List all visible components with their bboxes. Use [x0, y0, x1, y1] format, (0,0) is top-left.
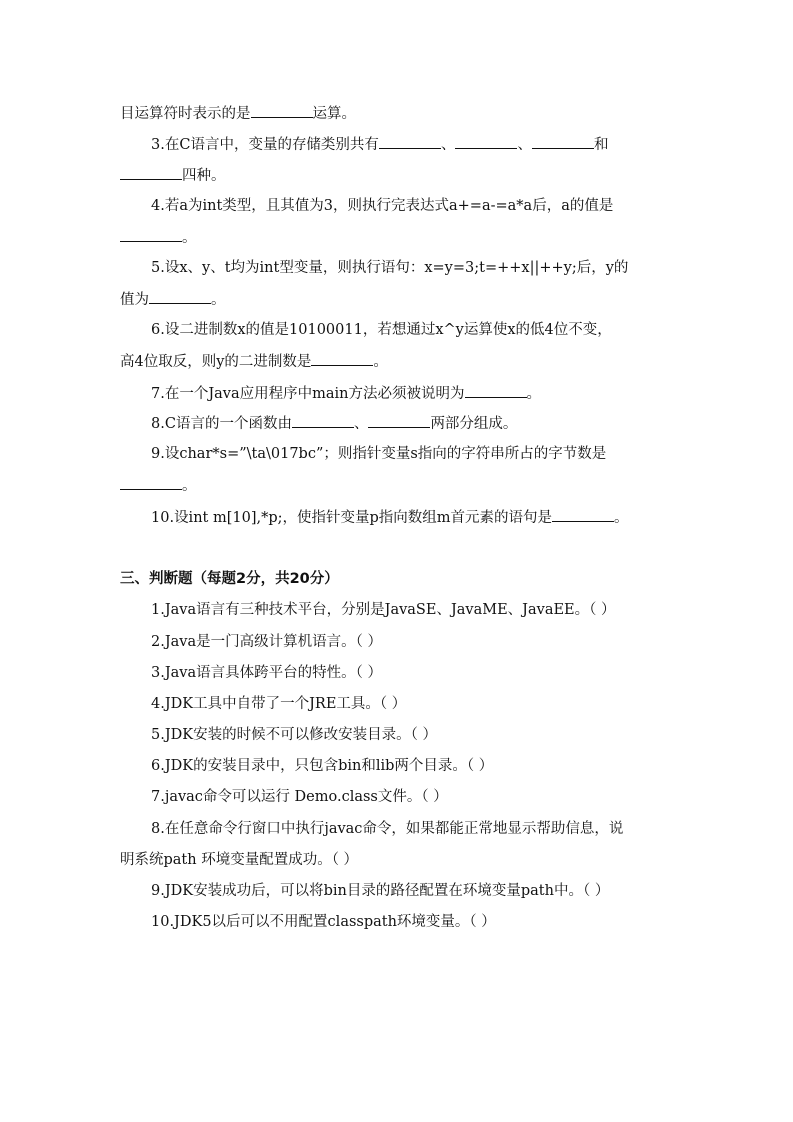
q9-line1: [151, 444, 606, 464]
answer-blank[interactable]: [532, 134, 594, 149]
answer-blank[interactable]: [149, 289, 211, 304]
question-number: 10.: [151, 510, 175, 526]
q3-text-after: 四种。: [182, 168, 226, 184]
q4-line1: [151, 196, 613, 216]
tf-item-8-line1: 8.在任意命令行窗口中执行javac命令，如果都能正常地显示帮助信息，说: [151, 821, 624, 837]
tf-item-9: 9.JDK安装成功后，可以将bin目录的路径配置在环境变量path中。（ ）: [151, 883, 610, 899]
answer-blank[interactable]: [552, 507, 614, 522]
tf-item-2: 2.Java是一门高级计算机语言。（ ）: [151, 634, 382, 650]
separator: 、: [440, 137, 456, 153]
q5-text-after: 。: [211, 292, 226, 308]
q8-text: C语言的一个函数由: [164, 416, 292, 432]
q6-text-cont: 高4位取反，则y的二进制数是: [120, 354, 312, 370]
section-title: 三、判断题（每题2分，共20分）: [120, 571, 339, 587]
separator: 、: [517, 137, 532, 153]
q10-text-after: 。: [614, 510, 629, 526]
q10-text: 设int m[10],*p;，使指针变量p指向数组m首元素的语句是: [174, 510, 553, 526]
answer-blank[interactable]: [251, 103, 313, 118]
tf-item-4: 4.JDK工具中自带了一个JRE工具。（ ）: [151, 696, 407, 712]
q5-line1: [151, 258, 628, 278]
question-number: 4.: [151, 198, 165, 214]
q7-text: 在一个Java应用程序中main方法必须被说明为: [164, 386, 465, 402]
answer-blank[interactable]: [465, 383, 527, 398]
tf-item-10: 10.JDK5以后可以不用配置classpath环境变量。（ ）: [151, 914, 496, 930]
answer-blank[interactable]: [311, 351, 373, 366]
q5-text-cont: 值为: [120, 292, 149, 308]
q9-text-after: 。: [182, 478, 197, 494]
q3-line1: [151, 134, 608, 155]
q6-line2: [120, 351, 388, 372]
tf-item-6: 6.JDK的安装目录中，只包含bin和lib两个目录。（ ）: [151, 758, 494, 774]
q9-line2: [120, 475, 197, 496]
separator: 、: [353, 416, 369, 432]
question-number: 8.: [151, 416, 165, 432]
q2-tail-line: [120, 103, 356, 124]
answer-blank[interactable]: [292, 413, 354, 428]
q2-text-after: 运算。: [312, 106, 356, 122]
q6-text-after: 。: [373, 354, 388, 370]
q7-text-after: 。: [526, 386, 542, 402]
answer-blank[interactable]: [455, 134, 517, 149]
q9-text: 设char*s=”\ta\017bc”；则指针变量s指向的字符串所占的字节数是: [164, 446, 607, 462]
tf-item-8-line2: 明系统path 环境变量配置成功。（ ）: [120, 852, 359, 868]
question-number: 5.: [151, 260, 165, 276]
q8-line: [151, 413, 517, 434]
answer-blank[interactable]: [120, 227, 182, 242]
q4-text-after: 。: [182, 230, 197, 246]
q2-text: 目运算符时表示的是: [120, 106, 251, 122]
answer-blank[interactable]: [379, 134, 441, 149]
q4-text: 若a为int类型，且其值为3，则执行完表达式a+=a-=a*a后，a的值是: [164, 198, 614, 214]
question-number: 6.: [151, 322, 165, 338]
tf-item-7: 7.javac命令可以运行 Demo.class文件。（ ）: [151, 789, 448, 805]
q5-line2: [120, 289, 226, 310]
q3-text: 在C语言中，变量的存储类别共有: [164, 137, 379, 153]
tf-item-3: 3.Java语言具体跨平台的特性。（ ）: [151, 665, 382, 681]
q7-line: [151, 383, 541, 404]
tf-item-1: 1.Java语言有三种技术平台，分别是JavaSE、JavaME、JavaEE。（ ）: [151, 602, 616, 618]
answer-blank[interactable]: [368, 413, 430, 428]
question-number: 9.: [151, 446, 165, 462]
question-number: 3.: [151, 137, 165, 153]
conjunction: 和: [593, 137, 609, 153]
answer-blank[interactable]: [120, 475, 182, 490]
q10-line: [151, 507, 629, 528]
q5-text: 设x、y、t均为int型变量，则执行语句：x=y=3;t=++x||++y;后，y的: [164, 260, 629, 276]
q3-line2: [120, 165, 226, 186]
q6-text: 设二进制数x的值是10100011，若想通过x^y运算使x的低4位不变，: [164, 322, 612, 338]
question-number: 7.: [151, 386, 165, 402]
tf-item-5: 5.JDK安装的时候不可以修改安装目录。（ ）: [151, 727, 437, 743]
q4-line2: [120, 227, 197, 248]
q8-text-after: 两部分组成。: [430, 416, 518, 432]
answer-blank[interactable]: [120, 165, 182, 180]
q6-line1: [151, 320, 612, 340]
